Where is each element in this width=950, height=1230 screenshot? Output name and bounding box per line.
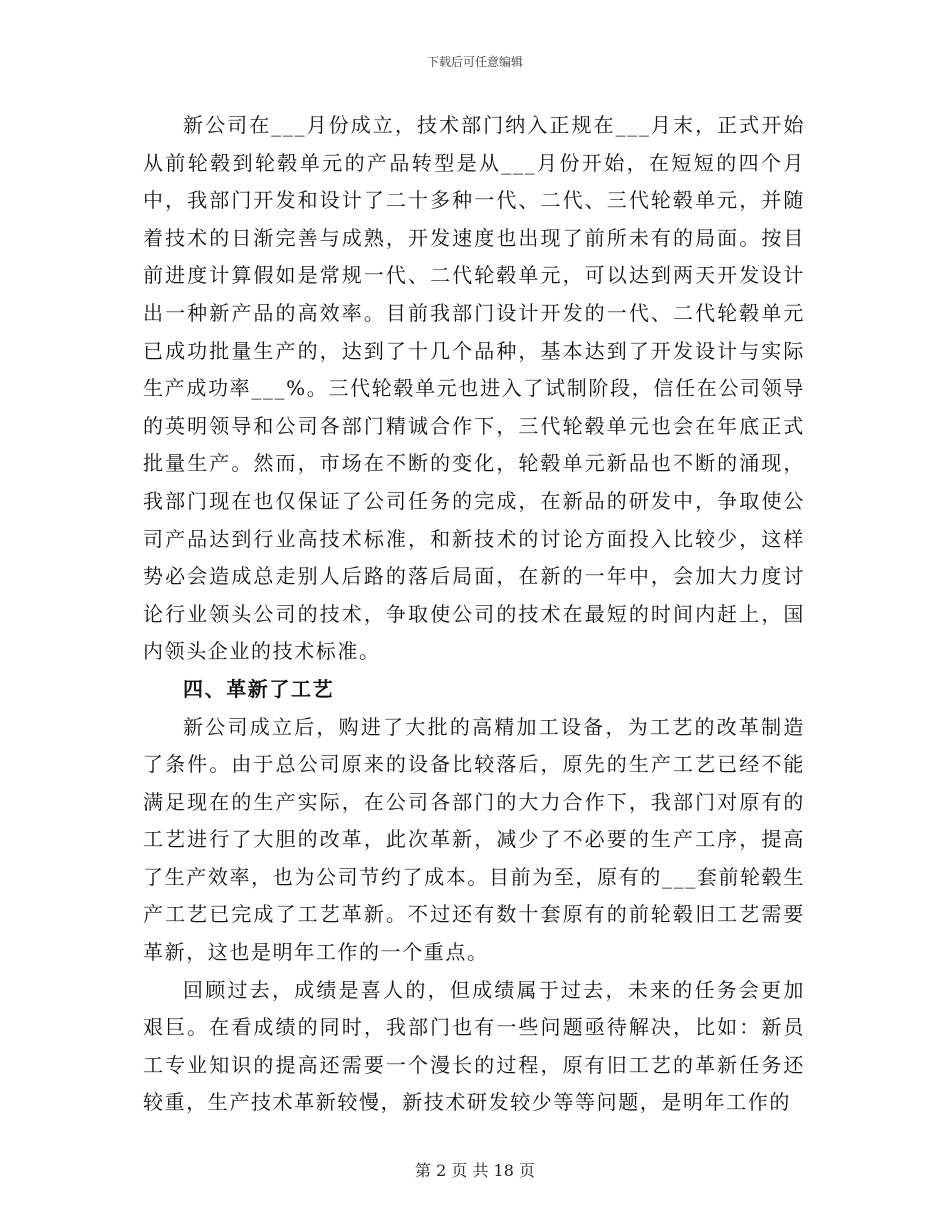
page-number: 第 2 页 共 18 页	[415, 1161, 535, 1180]
document-body	[143, 107, 805, 1122]
section-heading: 四、革新了工艺	[183, 676, 335, 701]
paragraph-review: 回顾过去，成绩是喜人的，但成绩属于过去，未来的任务会更加艰巨。在看成绩的同时，我部门也有一些问题亟待解决，比如：新员工专业知识的提高还需要一个漫长的过程，原有旧工艺的革新任务还较重，生产技术革新较慢，新技术研发较少等等问题，是明年工作的	[143, 977, 805, 1115]
paragraph-product-development: 新公司在___月份成立，技术部门纳入正规在___月末，正式开始从前轮毂到轮毂单元的产品转型是从___月份开始，在短短的四个月中，我部门开发和设计了二十多种一代、二代、三代轮毂单元，并随着技术的日渐完善与成熟，开发速度也出现了前所未有的局面。按目前进度计算假如是常规一代、二代轮毂单元，可以达到两天开发设计出一种新产品的高效率。目前我部门设计开发的一代、二代轮毂单元已成功批量生产的，达到了十几个品种，基本达到了开发设计与实际生产成功率___%。三代轮毂单元也进入了试制阶段，信任在公司领导的英明领导和公司各部门精诚合作下，三代轮毂单元也会在年底正式批量生产。然而，市场在不断的变化，轮毂单元新品也不断的涌现，我部门现在也仅保证了公司任务的完成，在新品的研发中，争取使公司产品达到行业高技术标准，和新技术的讨论方面投入比较少，这样势必会造成总走别人后路的落后局面，在新的一年中，会加大力度讨论行业领头公司的技术，争取使公司的技术在最短的时间内赶上，国内领头企业的技术标准。	[143, 113, 805, 664]
paragraph-process-innovation: 新公司成立后，购进了大批的高精加工设备，为工艺的改革制造了条件。由于总公司原来的设备比较落后，原先的生产工艺已经不能满足现在的生产实际，在公司各部门的大力合作下，我部门对原有的工艺进行了大胆的改革，此次革新，减少了不必要的生产工序，提高了生产效率，也为公司节约了成本。目前为至，原有的___套前轮毂生产工艺已完成了工艺革新。不过还有数十套原有的前轮毂旧工艺需要革新，这也是明年工作的一个重点。	[143, 714, 805, 965]
page-header: 下载后可任意编辑	[426, 55, 523, 69]
